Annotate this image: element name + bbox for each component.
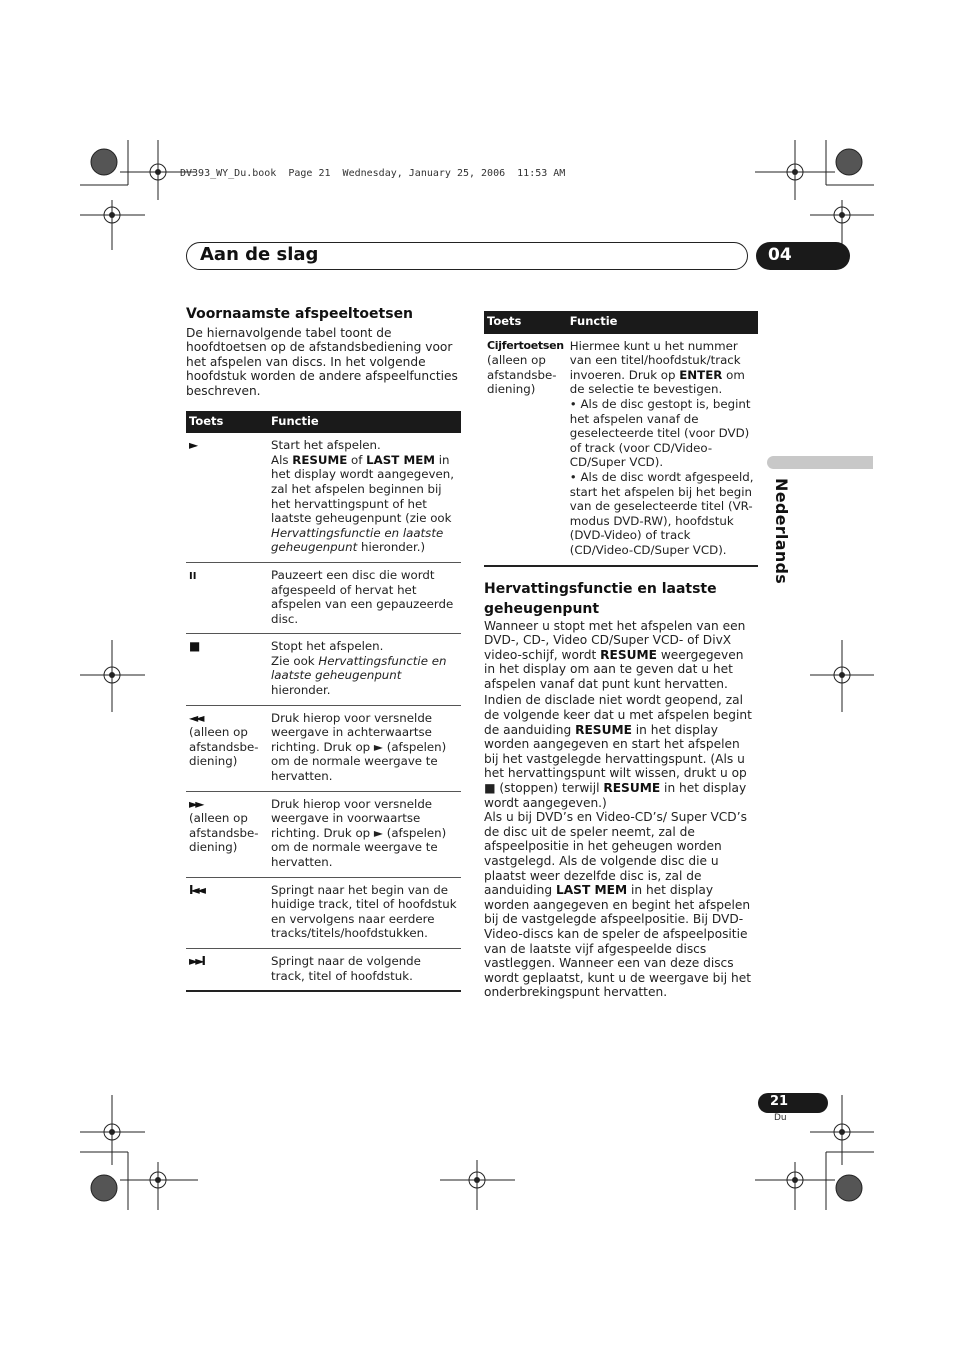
function-cell: Springt naar het begin van de huidige track, titel of hoofdstuk en vervolgens naar eerdere tracks/titels/hoofdstukken. [268, 877, 461, 948]
key-cell [186, 791, 268, 877]
function-cell: Druk hierop voor versnelde weergave in achterwaartse richting. Druk op ► (afspelen) om de normale weergave te hervatten. [268, 705, 461, 791]
key-cell [186, 634, 268, 705]
stop-icon: ■ [189, 639, 201, 654]
chapter-number: 04 [768, 245, 792, 265]
page-language-code: Du [774, 1113, 787, 1123]
language-tab-bar [767, 456, 873, 469]
right-column [484, 311, 758, 1000]
table-row [186, 791, 461, 877]
column-header-key: Toets [484, 311, 567, 334]
column-header-key: Toets [186, 411, 268, 434]
book-meta-line: DV393_WY_Du.book Page 21 Wednesday, January 25, 2006 11:53 AM [180, 168, 566, 179]
bullet-text: • Als de disc wordt afgespeeld, start het afspelen bij het begin van de geselecteerde titel (VR-modus DVD-RW), hoofdstuk (DVD-Video) of track (CD/Video-CD/Super VCD). [569, 469, 754, 557]
previous-track-icon: I◄◄ [189, 882, 203, 897]
function-cell: Druk hierop voor versnelde weergave in voorwaartse richting. Druk op ► (afspelen) om de normale weergave te hervatten. [268, 791, 461, 877]
table-header-row [484, 311, 758, 334]
section-heading-playback-keys: Voornaamste afspeeltoetsen [186, 306, 414, 322]
key-cell [186, 705, 268, 791]
fast-forward-icon: ►► [189, 796, 202, 811]
function-cell: Springt naar de volgende track, titel of hoofdstuk. [268, 948, 461, 991]
column-header-function: Functie [268, 411, 461, 434]
function-text: Stopt het afspelen. [271, 639, 384, 654]
rewind-icon: ◄◄ [189, 710, 202, 725]
table-row [186, 562, 461, 633]
function-text: Hiermee kunt u het nummer van een titel/hoofdstuk/track invoeren. Druk op ENTER om de selectie te bevestigen. [569, 338, 745, 397]
function-text: Als RESUME of LAST MEM in het display wordt aangegeven, zal het afspelen beginnen bij het hervattingspunt of het laatste geheugenpunt (zie ook Hervattingsfunctie en laatste geheugenpunt hieronder.) [271, 452, 455, 555]
function-text: Zie ook Hervattingsfunctie en laatste geheugenpunt hieronder. [271, 653, 447, 698]
paragraph: Indien de disclade niet wordt geopend, zal de volgende keer dat u met afspelen begint de aanduiding RESUME in het display worden aangegeven en start het afspelen bij het vastgelegde hervattingspunt. (Als u het hervattingspunt wilt wissen, drukt u op ■ (stoppen) terwijl RESUME in het display wordt aangegeven.) [484, 693, 752, 810]
key-cell [186, 877, 268, 948]
table-row [484, 334, 758, 566]
key-note: (alleen op afstandsbe-diening) [189, 811, 259, 855]
playback-keys-table [186, 411, 461, 993]
left-column [186, 307, 461, 992]
table-row [186, 433, 461, 562]
play-icon: ► [189, 438, 199, 453]
key-cell [186, 948, 268, 991]
function-cell [268, 433, 461, 562]
number-keys-table [484, 311, 758, 567]
paragraph: Wanneer u stopt met het afspelen van een DVD-, CD-, Video CD/Super VCD- of DivX video-schijf, wordt RESUME weergegeven in het display om aan te geven dat u het afspelen vanaf dat punt kunt hervatten. [484, 618, 746, 691]
next-track-icon: ►►I [189, 953, 203, 968]
intro-paragraph: De hiernavolgende tabel toont de hoofdtoetsen op de afstandsbediening voor het afspelen van discs. In het volgende hoofdstuk worden de andere afspeelfuncties beschreven. [186, 325, 458, 398]
table-row [186, 877, 461, 948]
table-header-row [186, 411, 461, 434]
page-title: Aan de slag [200, 244, 319, 265]
language-tab-label: Nederlands [772, 478, 791, 585]
key-cell [186, 562, 268, 633]
table-row [186, 634, 461, 705]
table-row [186, 705, 461, 791]
key-cell [484, 334, 567, 566]
function-cell [268, 634, 461, 705]
key-cell [186, 433, 268, 562]
key-note: (alleen op afstandsbe-diening) [487, 353, 557, 397]
number-keys-label: Cijfertoetsen [487, 338, 564, 352]
pause-icon: II [189, 570, 197, 582]
section-heading-resume: Hervattingsfunctie en laatste geheugenpunt [484, 580, 717, 617]
page-number-badge [758, 1093, 828, 1113]
table-row [186, 948, 461, 991]
page-number: 21 [770, 1094, 789, 1109]
column-header-function: Functie [567, 311, 758, 334]
paragraph: Als u bij DVD’s en Video-CD’s/ Super VCD’s de disc uit de speler neemt, zal de afspeelpositie in het geheugen worden vastgelegd. Als de volgende disc die u plaatst weer dezelfde disc is, zal de aanduiding LAST MEM in het display worden aangegeven en begint het afspelen bij de vastgelegde afspeelpositie. Bij DVD-Video-discs kan de speler de afspeelpositie van de laatste vijf afgespeelde discs vastleggen. Wanneer een van deze discs wordt geplaatst, kunt u de weergave bij het onderbrekingspunt hervatten. [484, 810, 751, 1000]
function-cell: Pauzeert een disc die wordt afgespeeld of hervat het afspelen van een gepauzeerde disc. [268, 562, 461, 633]
bullet-text: • Als de disc gestopt is, begint het afspelen vanaf de geselecteerde titel (voor DVD) of track (voor CD/Video-CD/Super VCD). [569, 396, 751, 470]
key-note: (alleen op afstandsbe-diening) [189, 725, 259, 769]
function-text: Start het afspelen. [271, 438, 381, 453]
function-cell [567, 334, 758, 566]
